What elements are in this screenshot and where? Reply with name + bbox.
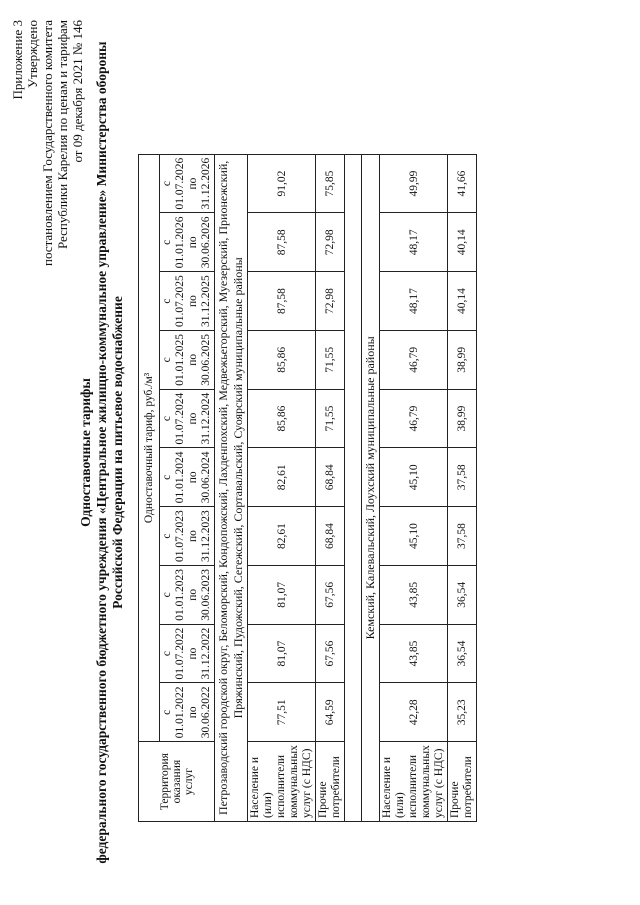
consumer-label: Прочие потребители xyxy=(316,742,345,822)
tariff-value: 36,54 xyxy=(448,565,477,624)
tariff-value: 37,58 xyxy=(448,448,477,507)
consumer-label: Население и (или) исполнители коммунальных услуг (с НДС) xyxy=(248,742,316,822)
period-header: с 01.01.2022 по 30.06.2022 xyxy=(160,683,215,742)
title-line-3: Российской Федерации на питьевое водоснабжение xyxy=(110,296,125,609)
tariff-value: 45,10 xyxy=(380,507,448,566)
tariff-value: 67,56 xyxy=(316,565,345,624)
tariff-value: 48,17 xyxy=(380,213,448,272)
tariff-table xyxy=(138,154,477,822)
period-header: с 01.07.2024 по 31.12.2024 xyxy=(160,389,215,448)
zone-name: Петрозаводский городской округ, Беломорский, Кондопожский, Лахденпохский, Медвежьегорский, Муезерский, Прионежский, Пряжинский, Пудожский, Сегежский, Сортавальский, Суоярский муниципальные районы xyxy=(215,154,248,821)
zone-row xyxy=(362,154,380,821)
tariff-value: 85,86 xyxy=(248,389,316,448)
period-header-row xyxy=(160,154,215,821)
table-row xyxy=(248,154,316,821)
approved-label: Утверждено xyxy=(25,20,40,89)
approval-line-2: Республики Карелия по ценам и тарифам xyxy=(55,20,70,250)
tariff-value: 72,98 xyxy=(316,213,345,272)
tariff-value: 43,85 xyxy=(380,624,448,683)
tariff-value: 71,55 xyxy=(316,330,345,389)
table-gap xyxy=(345,154,362,821)
tariff-value: 77,51 xyxy=(248,683,316,742)
tariff-value: 87,58 xyxy=(248,213,316,272)
period-header: с 01.01.2026 по 30.06.2026 xyxy=(160,213,215,272)
tariff-value: 36,54 xyxy=(448,624,477,683)
tariff-value: 48,17 xyxy=(380,272,448,331)
tariff-value: 82,61 xyxy=(248,448,316,507)
territory-header: Территория оказания услуг xyxy=(139,742,215,822)
tariff-value: 91,02 xyxy=(248,154,316,213)
consumer-label: Население и (или) исполнители коммунальных услуг (с НДС) xyxy=(380,742,448,822)
tariff-value: 75,85 xyxy=(316,154,345,213)
period-header: с 01.07.2026 по 31.12.2026 xyxy=(160,154,215,213)
tariff-value: 82,61 xyxy=(248,507,316,566)
tariff-value: 87,58 xyxy=(248,272,316,331)
period-header: с 01.07.2023 по 31.12.2023 xyxy=(160,507,215,566)
tariff-value: 67,56 xyxy=(316,624,345,683)
zone-row xyxy=(215,154,248,821)
period-header: с 01.01.2023 по 30.06.2023 xyxy=(160,565,215,624)
tariff-header: Одноставочный тариф, руб./м³ xyxy=(139,154,160,742)
appendix-number: Приложение 3 xyxy=(10,20,25,100)
table-row xyxy=(448,154,477,821)
document-title xyxy=(78,0,126,905)
period-header: с 01.07.2022 по 31.12.2022 xyxy=(160,624,215,683)
title-line-1: Одноставочные тарифы xyxy=(78,378,93,527)
tariff-value: 35,23 xyxy=(448,683,477,742)
consumer-label: Прочие потребители xyxy=(448,742,477,822)
tariff-value: 40,14 xyxy=(448,213,477,272)
tariff-value: 81,07 xyxy=(248,565,316,624)
table-row xyxy=(316,154,345,821)
tariff-value: 42,28 xyxy=(380,683,448,742)
period-header: с 01.01.2025 по 30.06.2025 xyxy=(160,330,215,389)
tariff-value: 46,79 xyxy=(380,330,448,389)
tariff-value: 85,86 xyxy=(248,330,316,389)
tariff-value: 49,99 xyxy=(380,154,448,213)
tariff-value: 68,84 xyxy=(316,448,345,507)
tariff-value: 41,66 xyxy=(448,154,477,213)
tariff-value: 81,07 xyxy=(248,624,316,683)
table-row xyxy=(380,154,448,821)
approval-date: от 09 декабря 2021 № 146 xyxy=(70,20,85,163)
period-header: с 01.01.2024 по 30.06.2024 xyxy=(160,448,215,507)
tariff-value: 64,59 xyxy=(316,683,345,742)
tariff-value: 45,10 xyxy=(380,448,448,507)
tariff-value: 38,99 xyxy=(448,389,477,448)
zone-name: Кемский, Калевальский, Лоухский муниципальные районы xyxy=(362,154,380,821)
tariff-value: 40,14 xyxy=(448,272,477,331)
tariff-value: 68,84 xyxy=(316,507,345,566)
period-header: с 01.07.2025 по 31.12.2025 xyxy=(160,272,215,331)
tariff-value: 72,98 xyxy=(316,272,345,331)
tariff-value: 71,55 xyxy=(316,389,345,448)
tariff-value: 37,58 xyxy=(448,507,477,566)
tariff-value: 43,85 xyxy=(380,565,448,624)
appendix-block xyxy=(10,20,85,266)
tariff-value: 38,99 xyxy=(448,330,477,389)
approval-line-1: постановлением Государственного комитета xyxy=(40,20,55,266)
title-line-2: федерального государственного бюджетного учреждения «Центральное жилищно-коммунальное управление» Министерства обороны xyxy=(94,41,109,864)
tariff-value: 46,79 xyxy=(380,389,448,448)
